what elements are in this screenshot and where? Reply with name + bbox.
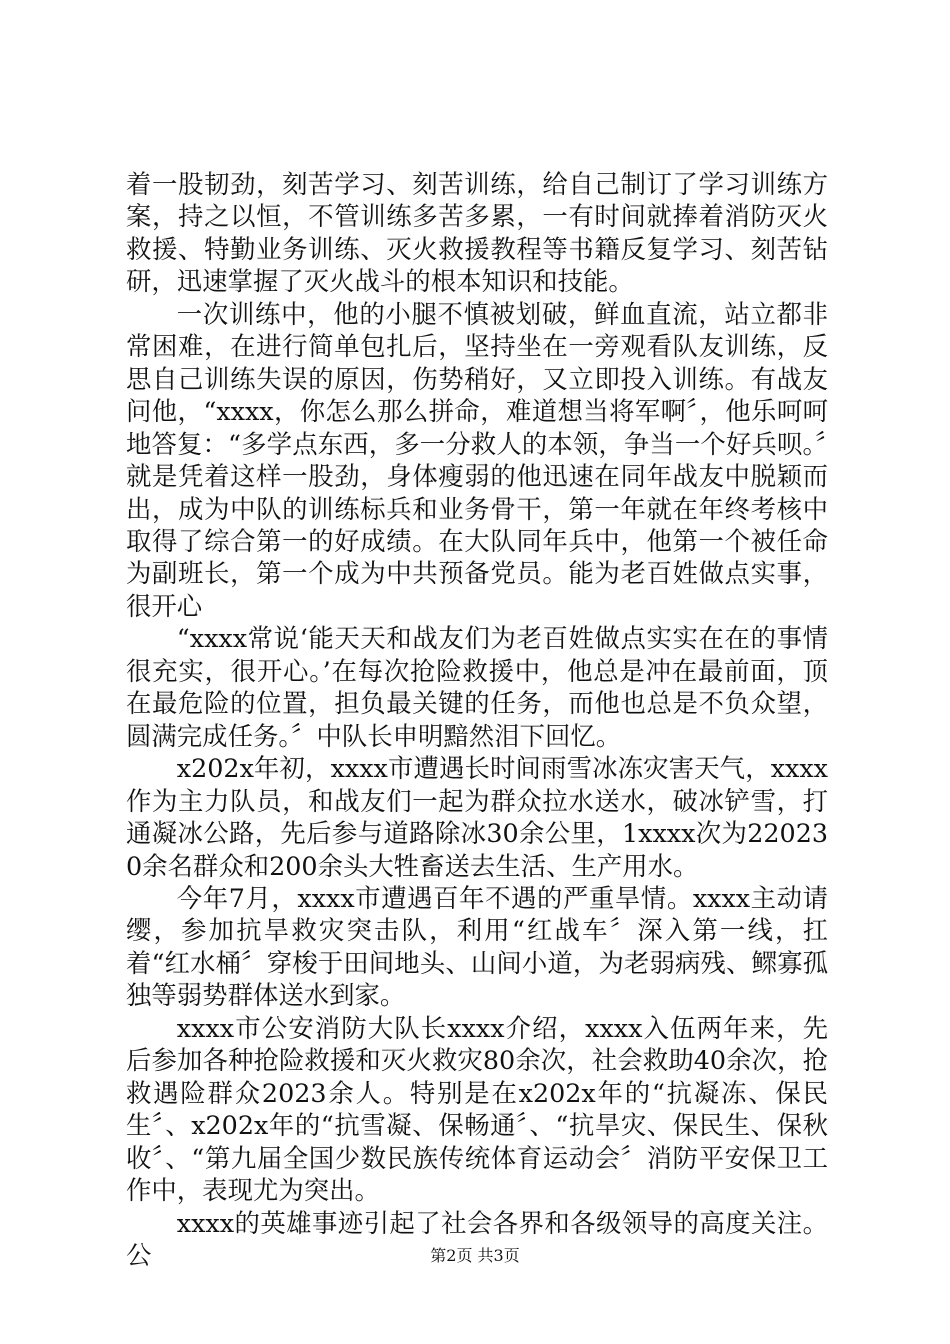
- paragraph-7: xxxx的英雄事迹引起了社会各界和各级领导的高度关注。公: [126, 1207, 828, 1270]
- paragraph-1: 着一股韧劲，刻苦学习、刻苦训练，给自己制订了学习训练方案，持之以恒，不管训练多苦多累，一有时间就捧着消防灭火救援、特勤业务训练、灭火救援教程等书籍反复学习、刻苦钻研，迅速掌握了灭火战斗的根本知识和技能。: [126, 169, 828, 297]
- paragraph-4: x202x年初，xxxx市遭遇长时间雨雪冰冻灾害天气，xxxx作为主力队员，和战友们一起为群众拉水送水，破冰铲雪，打通凝冰公路，先后参与道路除冰30余公里，1xxxx次为220230余名群众和200余头大牲畜送去生活、生产用水。: [126, 753, 828, 881]
- paragraph-3: “xxxx常说‘能天天和战友们为老百姓做点实实在在的事情很充实，很开心。’在每次抢险救援中，他总是冲在最前面，顶在最危险的位置，担负最关键的任务，而他也总是不负众望，圆满完成任务。〞中队长申明黯然泪下回忆。: [126, 623, 828, 751]
- paragraph-5: 今年7月，xxxx市遭遇百年不遇的严重旱情。xxxx主动请缨，参加抗旱救灾突击队，利用“红战车〞深入第一线，扛着“红水桶〞穿梭于田间地头、山间小道，为老弱病残、鳏寡孤独等弱势群体送水到家。: [126, 882, 828, 1011]
- paragraph-6: xxxx市公安消防大队长xxxx介绍，xxxx入伍两年来，先后参加各种抢险救援和灭火救灾80余次，社会救助40余次，抢救遇险群众2023余人。特别是在x202x年的“抗凝冻、保民生〞、x202x年的“抗雪凝、保畅通〞、“抗旱灾、保民生、保秋收〞、“第九届全国少数民族传统体育运动会〞消防平安保卫工作中，表现尤为突出。: [126, 1012, 828, 1206]
- article-body: [126, 168, 828, 1271]
- page-number-footer: 第2页 共3页: [430, 1246, 520, 1265]
- paragraph-2: 一次训练中，他的小腿不慎被划破，鲜血直流，站立都非常困难，在进行简单包扎后，坚持坐在一旁观看队友训练，反思自己训练失误的原因，伤势稍好，又立即投入训练。有战友问他，“xxxx，你怎么那么拼命，难道想当将军啊〞，他乐呵呵地答复：“多学点东西，多一分救人的本领，争当一个好兵呗。〞就是凭着这样一股劲，身体瘦弱的他迅速在同年战友中脱颖而出，成为中队的训练标兵和业务骨干，第一年就在年终考核中取得了综合第一的好成绩。在大队同年兵中，他第一个被任命为副班长，第一个成为中共预备党员。能为老百姓做点实事，很开心: [126, 298, 828, 621]
